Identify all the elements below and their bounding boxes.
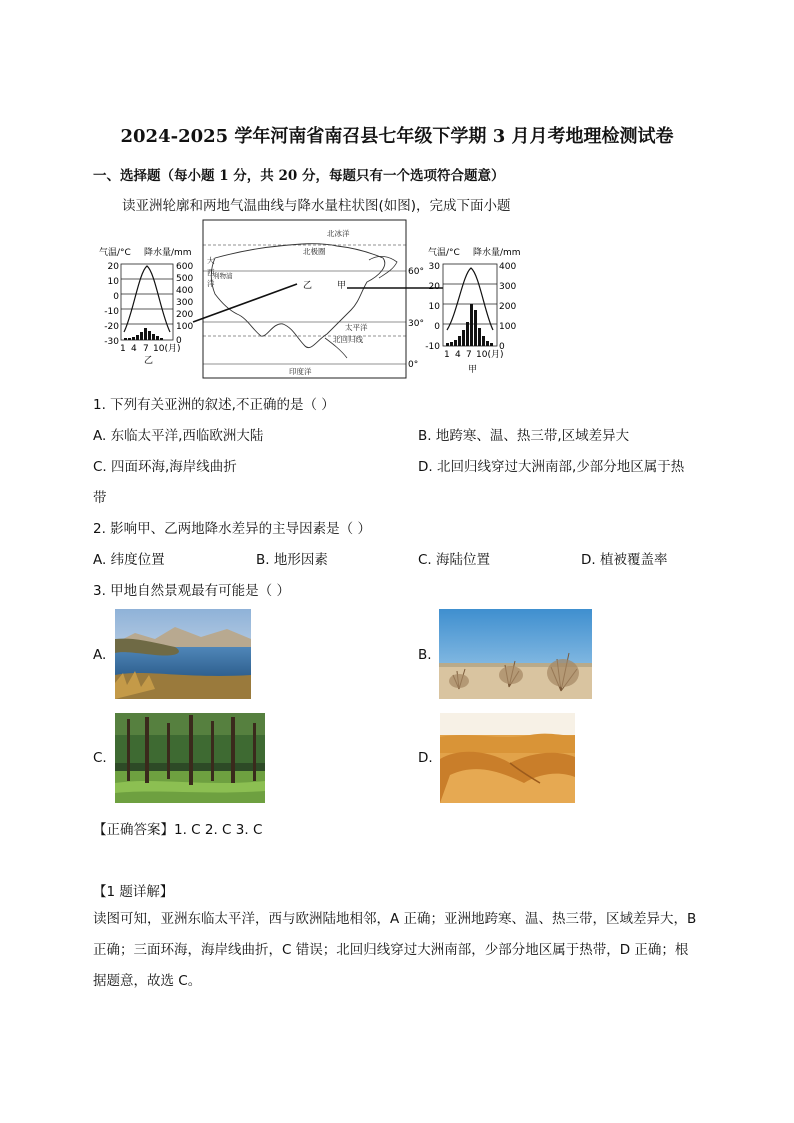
option-letter: C.	[418, 552, 432, 568]
svg-text:利物浦: 利物浦	[213, 272, 233, 280]
option-letter: A.	[93, 428, 107, 444]
svg-text:300: 300	[499, 282, 517, 292]
option-text: 北回归线穿过大洲南部,少部分地区属于热	[436, 459, 685, 475]
q1-option-d-continuation: 带	[93, 490, 107, 506]
svg-text:400: 400	[499, 262, 517, 272]
forest-photo	[115, 713, 265, 803]
q3-option-c-letter[interactable]: C.	[93, 750, 107, 766]
q2-option-d[interactable]	[581, 548, 667, 568]
option-text: 海陆位置	[436, 552, 491, 568]
svg-text:7: 7	[466, 350, 472, 360]
svg-text:-20: -20	[104, 322, 119, 332]
answer-line: 【正确答案】1. C 2. C 3. C	[93, 822, 263, 838]
svg-text:4: 4	[131, 344, 137, 354]
svg-text:200: 200	[499, 302, 517, 312]
svg-text:北回归线: 北回归线	[333, 335, 363, 344]
svg-text:20: 20	[107, 262, 119, 272]
svg-text:大: 大	[207, 256, 215, 265]
q3-option-a-letter[interactable]: A.	[93, 647, 107, 663]
option-text: 纬度位置	[110, 552, 165, 568]
svg-text:400: 400	[176, 286, 194, 296]
q1-option-d[interactable]	[418, 455, 684, 475]
svg-text:300: 300	[176, 298, 194, 308]
q1-option-b[interactable]	[418, 424, 629, 444]
left-precip-label: 降水量/mm	[144, 248, 192, 258]
q3-option-b-letter[interactable]: B.	[418, 647, 432, 663]
svg-text:甲: 甲	[337, 281, 347, 291]
svg-text:0°: 0°	[408, 360, 419, 370]
svg-text:-30: -30	[104, 337, 119, 347]
svg-text:-10: -10	[104, 307, 119, 317]
q3-option-d-letter[interactable]: D.	[418, 750, 433, 766]
detail-text: 读图可知，亚洲东临太平洋，西与欧洲陆地相邻，A 正确；亚洲地跨寒、温、热三带，区域差异大，B 正确；三面环海，海岸线曲折，C 错误；北回归线穿过大洲南部，少部分地区属于热带，D 正确；根据题意，故选 C。	[93, 911, 697, 989]
left-place-label: 乙	[144, 356, 154, 366]
svg-text:北极圈: 北极圈	[303, 247, 326, 256]
svg-text:10: 10	[107, 277, 119, 287]
right-temp-label: 气温/°C	[428, 248, 460, 258]
q1-option-a[interactable]	[93, 424, 263, 444]
svg-text:北冰洋: 北冰洋	[327, 229, 350, 238]
svg-text:西: 西	[207, 268, 215, 277]
q1-option-c[interactable]	[93, 455, 237, 475]
right-precip-label: 降水量/mm	[473, 248, 521, 258]
svg-text:600: 600	[176, 262, 194, 272]
svg-text:印度洋: 印度洋	[289, 367, 312, 376]
option-text: 地跨寒、温、热三带,区域差异大	[435, 428, 630, 444]
right-place-label: 甲	[468, 365, 478, 375]
asia-outline-map	[193, 220, 443, 378]
q2-option-a[interactable]	[93, 548, 165, 568]
section-heading: 一、选择题（每小题 1 分，共 20 分，每题只有一个选项符合题意）	[93, 168, 505, 184]
svg-text:10(月): 10(月)	[476, 350, 504, 360]
desert-shrub-photo	[439, 609, 592, 699]
svg-text:20: 20	[428, 282, 440, 292]
option-text: 地形因素	[273, 552, 328, 568]
svg-text:1: 1	[444, 350, 450, 360]
option-letter: B.	[418, 428, 432, 444]
option-text: 植被覆盖率	[599, 552, 668, 568]
sand-dune-photo	[440, 713, 575, 803]
svg-text:100: 100	[499, 322, 517, 332]
svg-text:10(月): 10(月)	[153, 344, 181, 354]
intro-text: 读亚洲轮廓和两地气温曲线与降水量柱状图(如图)，完成下面小题	[122, 198, 511, 214]
option-letter: D.	[581, 552, 596, 568]
option-letter: B.	[256, 552, 270, 568]
option-text: 四面环海,海岸线曲折	[111, 459, 237, 475]
svg-text:洋: 洋	[207, 279, 215, 288]
svg-text:0: 0	[499, 342, 505, 352]
left-climate-chart	[99, 246, 193, 366]
svg-text:200: 200	[176, 310, 194, 320]
left-temp-label: 气温/°C	[99, 248, 131, 258]
svg-text:500: 500	[176, 274, 194, 284]
svg-text:1: 1	[120, 344, 126, 354]
question-1-stem: 1. 下列有关亚洲的叙述,不正确的是（ ）	[93, 397, 335, 413]
svg-text:0: 0	[113, 292, 119, 302]
option-letter: A.	[93, 552, 107, 568]
svg-text:0: 0	[176, 336, 182, 346]
page-title: 2024-2025 学年河南省南召县七年级下学期 3 月月考地理检测试卷	[120, 126, 674, 147]
svg-text:-10: -10	[425, 342, 440, 352]
svg-text:4: 4	[455, 350, 461, 360]
option-text: 东临太平洋,西临欧洲大陆	[110, 428, 264, 444]
question-2-stem: 2. 影响甲、乙两地降水差异的主导因素是（ ）	[93, 521, 371, 537]
option-letter: D.	[418, 459, 433, 475]
question-3-stem: 3. 甲地自然景观最有可能是（ ）	[93, 583, 290, 599]
svg-text:30°: 30°	[408, 319, 424, 329]
svg-text:乙: 乙	[303, 281, 313, 291]
svg-text:0: 0	[434, 322, 440, 332]
lake-landscape-photo	[115, 609, 251, 699]
q2-option-b[interactable]	[256, 548, 328, 568]
svg-text:30: 30	[428, 262, 440, 272]
svg-text:10: 10	[428, 302, 440, 312]
detail-heading: 【1 题详解】	[93, 884, 174, 900]
svg-text:60°: 60°	[408, 267, 424, 277]
q2-option-c[interactable]	[418, 548, 490, 568]
svg-text:100: 100	[176, 322, 194, 332]
svg-text:7: 7	[143, 344, 149, 354]
svg-text:太平洋: 太平洋	[345, 323, 368, 332]
right-climate-chart	[425, 246, 520, 375]
asia-climate-figure	[97, 218, 529, 380]
option-letter: C.	[93, 459, 107, 475]
